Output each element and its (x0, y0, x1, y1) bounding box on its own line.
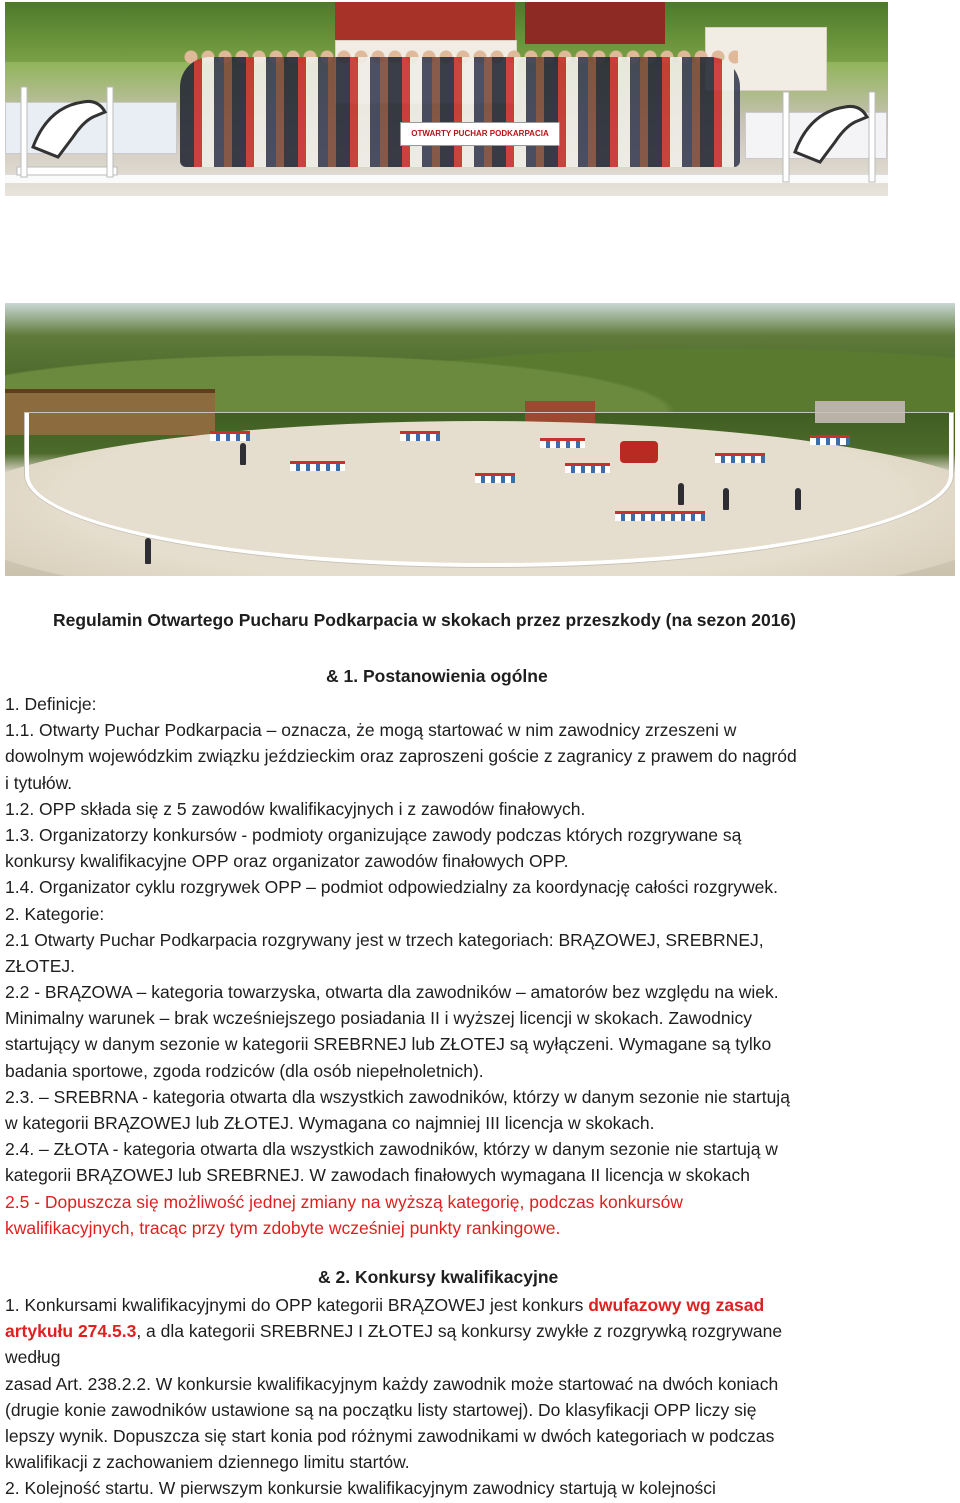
section-heading: & 1. Postanowienia ogólne (326, 666, 548, 686)
tractor (620, 441, 658, 463)
group-photo (5, 2, 888, 196)
paragraph-line: 2.4. – ZŁOTA - kategoria otwarta dla wszystkich zawodników, którzy w danym sezonie nie startują w (5, 1139, 778, 1160)
person (723, 488, 729, 510)
paragraph-line: 2. Kolejność startu. W pierwszym konkursie kwalifikacyjnym zawodnicy startują w kolejności (5, 1478, 716, 1499)
paragraph-line: 1.2. OPP składa się z 5 zawodów kwalifikacyjnych i z zawodów finałowych. (5, 798, 586, 819)
person (795, 488, 801, 510)
paragraph-line: dowolnym wojewódzkim związku jeździeckim oraz zaproszeni goście z zagranicy z prawem do nagród (5, 746, 797, 767)
paragraph-line: (drugie konie zawodników ustawione są na początku listy startowej). Do klasyfikacji OPP liczy się (5, 1399, 757, 1420)
paragraph-line: badania sportowe, zgoda rodziców (dla osób niepełnoletnich). (5, 1060, 484, 1081)
highlight-text: dwufazowy wg zasad (588, 1295, 765, 1315)
highlight-line: kwalifikacyjnych, tracąc przy tym zdobyte wcześniej punkty rankingowe. (5, 1217, 561, 1238)
paragraph-line: 1. Definicje: (5, 694, 97, 714)
obstacle (810, 435, 850, 445)
obstacle (615, 511, 705, 521)
paragraph-line: kwalifikacji z zachowaniem dziennego limitu startów. (5, 1452, 410, 1473)
obstacle (475, 473, 515, 483)
paragraph-line: według (5, 1347, 61, 1368)
paragraph-line: lepszy wynik. Dopuszcza się start konia pod różnymi zawodnikami w dwóch kategoriach w podczas (5, 1425, 775, 1446)
paragraph-line: Minimalny warunek – brak wcześniejszego posiadania II i wyższej licencji w skokach. Zawodnicy (5, 1008, 752, 1029)
paragraph-line: w kategorii BRĄZOWEJ lub ZŁOTEJ. Wymagana co najmniej III licencja w skokach. (5, 1113, 655, 1133)
obstacle (715, 453, 765, 463)
obstacle (210, 431, 250, 441)
horse-logo-icon (775, 82, 885, 192)
highlight-line: 2.5 - Dopuszcza się możliwość jednej zmiany na wyższą kategorię, podczas konkursów (5, 1191, 683, 1212)
obstacle (290, 461, 345, 471)
section-2-body (5, 1292, 893, 1502)
camera-tripod (145, 538, 151, 564)
obstacle (400, 431, 440, 441)
paragraph-line: zasad Art. 238.2.2. W konkursie kwalifikacyjnym każdy zawodnik może startować na dwóch koniach (5, 1373, 779, 1394)
obstacle (540, 438, 585, 448)
paragraph-line: 1.3. Organizatorzy konkursów - podmioty organizujące zawody podczas których rozgrywane są (5, 824, 742, 845)
paragraph-line: 2. Kategorie: (5, 903, 105, 924)
arena-rail (5, 174, 888, 183)
paragraph-line: startujący w danym sezonie w kategorii SREBRNEJ lub ZŁOTEJ są wyłączeni. Wymagane są tylko (5, 1034, 772, 1055)
section-heading: & 2. Konkursy kwalifikacyjne (318, 1267, 559, 1287)
paragraph-line: 2.1 Otwarty Puchar Podkarpacia rozgrywany jest w trzech kategoriach: BRĄZOWEJ, SREBRNEJ, (5, 929, 764, 950)
person (240, 443, 246, 465)
obstacle (565, 463, 610, 473)
horse-logo-icon (13, 77, 123, 187)
paragraph-line (5, 1292, 893, 1318)
paragraph-line: i tytułów. (5, 772, 73, 793)
text-run: 1. Konkursami kwalifikacyjnymi do OPP kategorii BRĄZOWEJ jest konkurs (5, 1295, 589, 1315)
arena-photo (5, 303, 955, 576)
section-2-lines (5, 1344, 893, 1501)
paragraph-line: 1.1. Otwarty Puchar Podkarpacia – oznacza, że mogą startować w nim zawodnicy zrzeszeni w (5, 720, 737, 741)
section-1-body (5, 691, 893, 1241)
document-title: Regulamin Otwartego Pucharu Podkarpacia w skokach przez przeszkody (na sezon 2016) (53, 610, 797, 630)
paragraph-line (5, 1318, 893, 1344)
roof (335, 2, 515, 44)
paragraph-line: kategorii BRĄZOWEJ lub SREBRNEJ. W zawodach finałowych wymagana II licencja w skokach (5, 1165, 750, 1186)
paragraph-line: 1.4. Organizator cyklu rozgrywek OPP – podmiot odpowiedzialny za koordynację całości rozgrywek. (5, 877, 778, 898)
paragraph-line: 2.2 - BRĄZOWA – kategoria towarzyska, otwarta dla zawodników – amatorów bez względu na wiek. (5, 982, 779, 1003)
person (678, 483, 684, 505)
paragraph-line: konkursy kwalifikacyjne OPP oraz organizator zawodów finałowych OPP. (5, 851, 569, 872)
text-run: , a dla kategorii SREBRNEJ I ZŁOTEJ są konkursy zwykłe z rozgrywką rozgrywane (136, 1321, 783, 1342)
crowd (180, 57, 740, 167)
cup-banner: OTWARTY PUCHAR PODKARPACIA (400, 122, 560, 146)
highlight-text: artykułu 274.5.3 (5, 1321, 137, 1342)
paragraph-line: ZŁOTEJ. (5, 955, 76, 976)
paragraph-line: 2.3. – SREBRNA - kategoria otwarta dla wszystkich zawodników, którzy w danym sezonie nie startują (5, 1086, 790, 1107)
roof (525, 2, 665, 44)
